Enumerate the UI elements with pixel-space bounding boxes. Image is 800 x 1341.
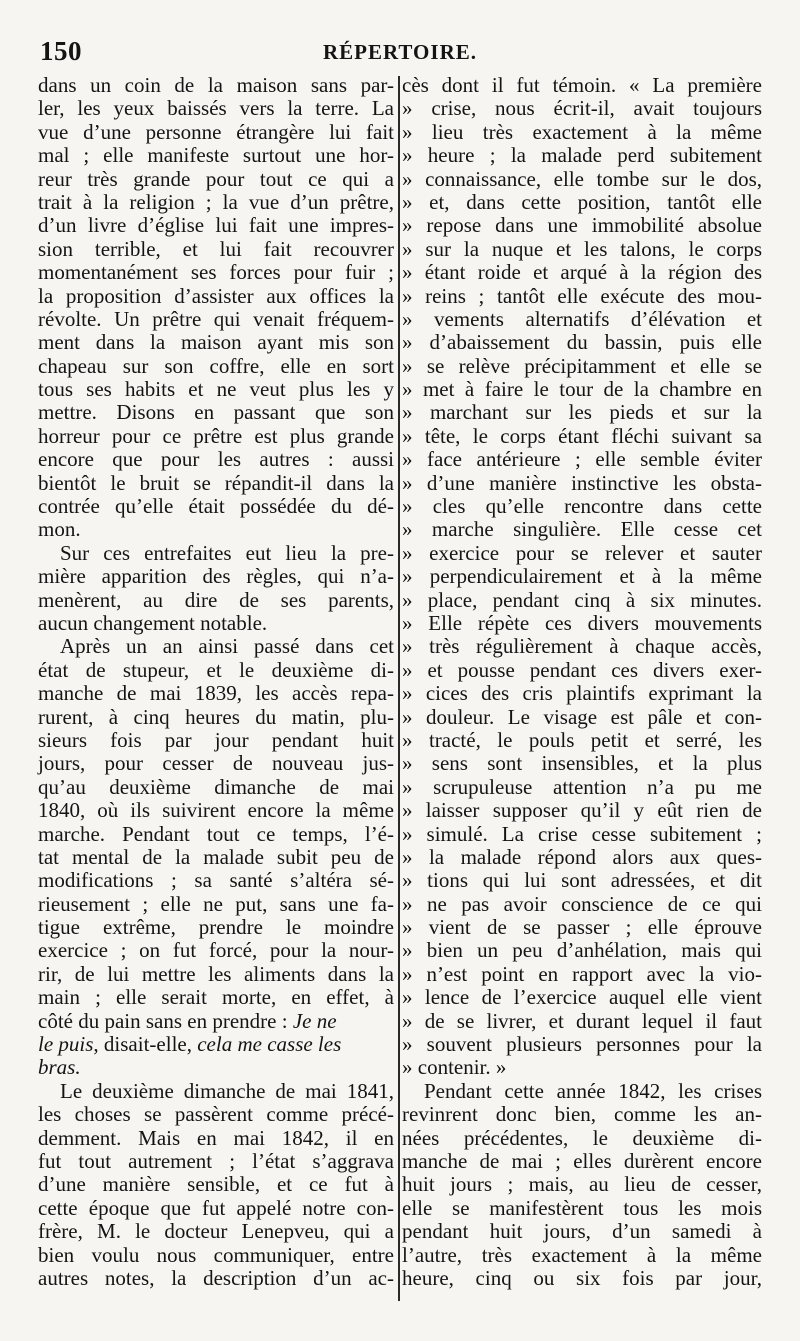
- text-line: tat mental de la malade subit peu de: [38, 844, 394, 869]
- text-line: » Elle répète ces divers mouvements: [402, 610, 762, 635]
- text-line: » marchant sur les pieds et sur la: [402, 400, 762, 425]
- text-line: contrée qu’elle était possédée du dé-: [38, 494, 394, 519]
- text-line: bras.: [38, 1055, 81, 1080]
- text-line: momentanément ses forces pour fuir ;: [38, 260, 394, 285]
- text-line: menèrent, au dire de ses parents,: [38, 587, 394, 612]
- text-line: sieurs fois par jour pendant huit: [38, 727, 394, 752]
- text-line: » d’une manière instinctive les obsta-: [402, 470, 762, 495]
- text-segment: , disait-elle,: [93, 1032, 192, 1057]
- text-line: bien voulu nous communiquer, entre: [38, 1242, 394, 1267]
- text-line: exercice ; on fut forcé, pour la nour-: [38, 938, 394, 963]
- text-line: » tions qui lui sont adressées, et dit: [402, 868, 762, 893]
- text-line: cès dont il fut témoin. « La première: [402, 73, 762, 97]
- text-line: ler, les yeux baissés vers la terre. La: [38, 96, 394, 121]
- text-line: » vient de se passer ; elle éprouve: [402, 915, 762, 940]
- text-line: » heure ; la malade perd subitement: [402, 143, 762, 168]
- text-line: » et pousse pendant ces divers exer-: [402, 657, 762, 682]
- italic-quote: le puis: [38, 1032, 94, 1057]
- text-line: [38, 1033, 394, 1056]
- text-line: main ; elle serait morte, en effet, à: [38, 985, 394, 1010]
- text-line: » d’abaissement du bassin, puis elle: [402, 330, 762, 355]
- text-line: » tracté, le pouls petit et serré, les: [402, 727, 762, 752]
- text-line: revinrent donc bien, comme les an-: [402, 1102, 762, 1127]
- text-line: manche de mai ; elles durèrent encore: [402, 1148, 762, 1173]
- text-line: » place, pendant cinq à six minutes.: [402, 587, 762, 612]
- text-line: vue d’une personne étrangère lui fait: [38, 119, 394, 144]
- text-line: manche de mai 1839, les accès repa-: [38, 681, 394, 706]
- text-line: révolte. Un prêtre qui venait fréquem-: [38, 306, 394, 331]
- text-line: » perpendiculairement et à la même: [402, 564, 762, 589]
- text-line: » souvent plusieurs personnes pour la: [402, 1032, 762, 1057]
- text-line: » sens sont insensibles, et la plus: [402, 751, 762, 776]
- text-line: mière apparition des règles, qui n’a-: [38, 564, 394, 589]
- text-line: mon.: [38, 517, 81, 542]
- text-line: nées précédentes, le deuxième di-: [402, 1125, 762, 1150]
- text-line: d’une manière sensible, et ce fut à: [38, 1172, 394, 1197]
- text-line: » et, dans cette position, tantôt elle: [402, 189, 762, 214]
- text-line: » scrupuleuse attention n’a pu me: [402, 774, 762, 799]
- text-line: rieusement ; elle ne put, sans une fa-: [38, 891, 394, 916]
- text-line: état de stupeur, et le deuxième di-: [38, 657, 394, 682]
- text-line: » exercice pour se relever et sauter: [402, 540, 762, 565]
- right-column: [402, 74, 762, 1290]
- text-line: » bien un peu d’anhélation, mais qui: [402, 938, 762, 963]
- text-line: tous ses habits et ne veut plus les y: [38, 377, 394, 402]
- text-line: huit jours ; mais, au lieu de cesser,: [402, 1172, 762, 1197]
- text-line: pendant huit jours, d’un samedi à: [402, 1219, 762, 1244]
- text-line: Sur ces entrefaites eut lieu la pre-: [60, 540, 394, 565]
- text-line: » met à faire le tour de la chambre en: [402, 377, 762, 402]
- text-line: bientôt le bruit se répandit-il dans la: [38, 470, 394, 495]
- text-line: reur très grande pour tout ce qui a: [38, 166, 394, 191]
- text-line: » très régulièrement à chaque accès,: [402, 634, 762, 659]
- text-line: autres notes, la description d’un ac-: [38, 1265, 394, 1290]
- text-line: » marche singulière. Elle cesse cet: [402, 517, 762, 542]
- text-line: » lieu très exactement à la même: [402, 119, 762, 144]
- text-line: » reins ; tantôt elle exécute des mou-: [402, 283, 762, 308]
- text-line: » laisser supposer qu’il y eût rien de: [402, 798, 762, 823]
- text-line: horreur pour ce prêtre est plus grande: [38, 423, 394, 448]
- text-line: Après un an ainsi passé dans cet: [60, 634, 394, 659]
- text-line: trait à la religion ; la vue d’un prêtre,: [38, 189, 394, 214]
- text-line: heure, cinq ou six fois par jour,: [402, 1265, 762, 1290]
- text-line: tigue extrême, prendre le moindre: [38, 915, 394, 940]
- text-line: » de se livrer, et durant lequel il faut: [402, 1008, 762, 1033]
- text-line: fut tout autrement ; l’état s’aggrava: [38, 1148, 394, 1173]
- text-line: Pendant cette année 1842, les crises: [424, 1078, 762, 1103]
- text-line: » étant roide et arqué à la région des: [402, 260, 762, 285]
- text-line: » cices des cris plaintifs exprimant la: [402, 681, 762, 706]
- text-line: encore que pour les autres : aussi: [38, 447, 394, 472]
- text-line: » contenir. »: [402, 1055, 507, 1080]
- text-line: l’autre, très exactement à la même: [402, 1242, 762, 1267]
- text-line: Le deuxième dimanche de mai 1841,: [60, 1078, 394, 1103]
- text-line: » crise, nous écrit-il, avait toujours: [402, 96, 762, 121]
- text-line: dans un coin de la maison sans par-: [38, 73, 394, 97]
- text-line: » cles qu’elle rencontre dans cette: [402, 494, 762, 519]
- left-column: [38, 74, 394, 1290]
- text-line: » tête, le corps étant fléchi suivant sa: [402, 423, 762, 448]
- text-line: demment. Mais en mai 1842, il en: [38, 1125, 394, 1150]
- text-line: ment dans la maison ayant mis son: [38, 330, 394, 355]
- text-line: sion terrible, et lui fait recouvrer: [38, 236, 394, 261]
- text-line: modifications ; sa santé s’altéra sé-: [38, 868, 394, 893]
- text-line: d’un livre d’église lui fait une impres-: [38, 213, 394, 238]
- italic-quote: Je ne: [292, 1008, 337, 1033]
- text-line: » se relève précipitamment et elle se: [402, 353, 762, 378]
- text-line: aucun changement notable.: [38, 610, 268, 635]
- text-line: » sur la nuque et les talons, le corps: [402, 236, 762, 261]
- page-number: 150: [40, 36, 82, 66]
- text-line: les choses se passèrent comme précé-: [38, 1102, 394, 1127]
- text-line: » la malade répond alors aux ques-: [402, 844, 762, 869]
- text-line: » connaissance, elle tombe sur le dos,: [402, 166, 762, 191]
- text-line: mal ; elle manifeste surtout une hor-: [38, 143, 394, 168]
- text-line: » n’est point en rapport avec la vio-: [402, 961, 762, 986]
- text-line: » vements alternatifs d’élévation et: [402, 306, 762, 331]
- text-line: mettre. Disons en passant que son: [38, 400, 394, 425]
- text-line: elle se manifestèrent tous les mois: [402, 1195, 762, 1220]
- text-line: » lence de l’exercice auquel elle vient: [402, 985, 762, 1010]
- running-title: RÉPERTOIRE.: [323, 40, 477, 64]
- text-line: » face antérieure ; elle semble éviter: [402, 447, 762, 472]
- text-line: rir, de lui mettre les aliments dans la: [38, 961, 394, 986]
- text-line: rurent, à cinq heures du matin, plu-: [38, 704, 394, 729]
- text-line: » douleur. Le visage est pâle et con-: [402, 704, 762, 729]
- text-line: [38, 1010, 394, 1033]
- text-line: » ne pas avoir conscience de ce qui: [402, 891, 762, 916]
- text-line: marche. Pendant tout ce temps, l’é-: [38, 821, 394, 846]
- italic-quote: cela me casse les: [197, 1032, 342, 1057]
- column-divider: [398, 76, 400, 1301]
- page-header: [36, 30, 764, 70]
- text-line: cette époque que fut appelé notre con-: [38, 1195, 394, 1220]
- text-line: la proposition d’assister aux offices la: [38, 283, 394, 308]
- text-line: » repose dans une immobilité absolue: [402, 213, 762, 238]
- text-line: » simulé. La crise cesse subitement ;: [402, 821, 762, 846]
- text-segment: côté du pain sans en prendre :: [38, 1008, 288, 1033]
- text-line: frère, M. le docteur Lenepveu, qui a: [38, 1219, 394, 1244]
- text-line: jours, pour cesser de nouveau jus-: [38, 751, 394, 776]
- text-line: 1840, où ils suivirent encore la même: [38, 798, 394, 823]
- text-line: qu’au deuxième dimanche de mai: [38, 774, 394, 799]
- text-line: chapeau sur son coffre, elle en sort: [38, 353, 394, 378]
